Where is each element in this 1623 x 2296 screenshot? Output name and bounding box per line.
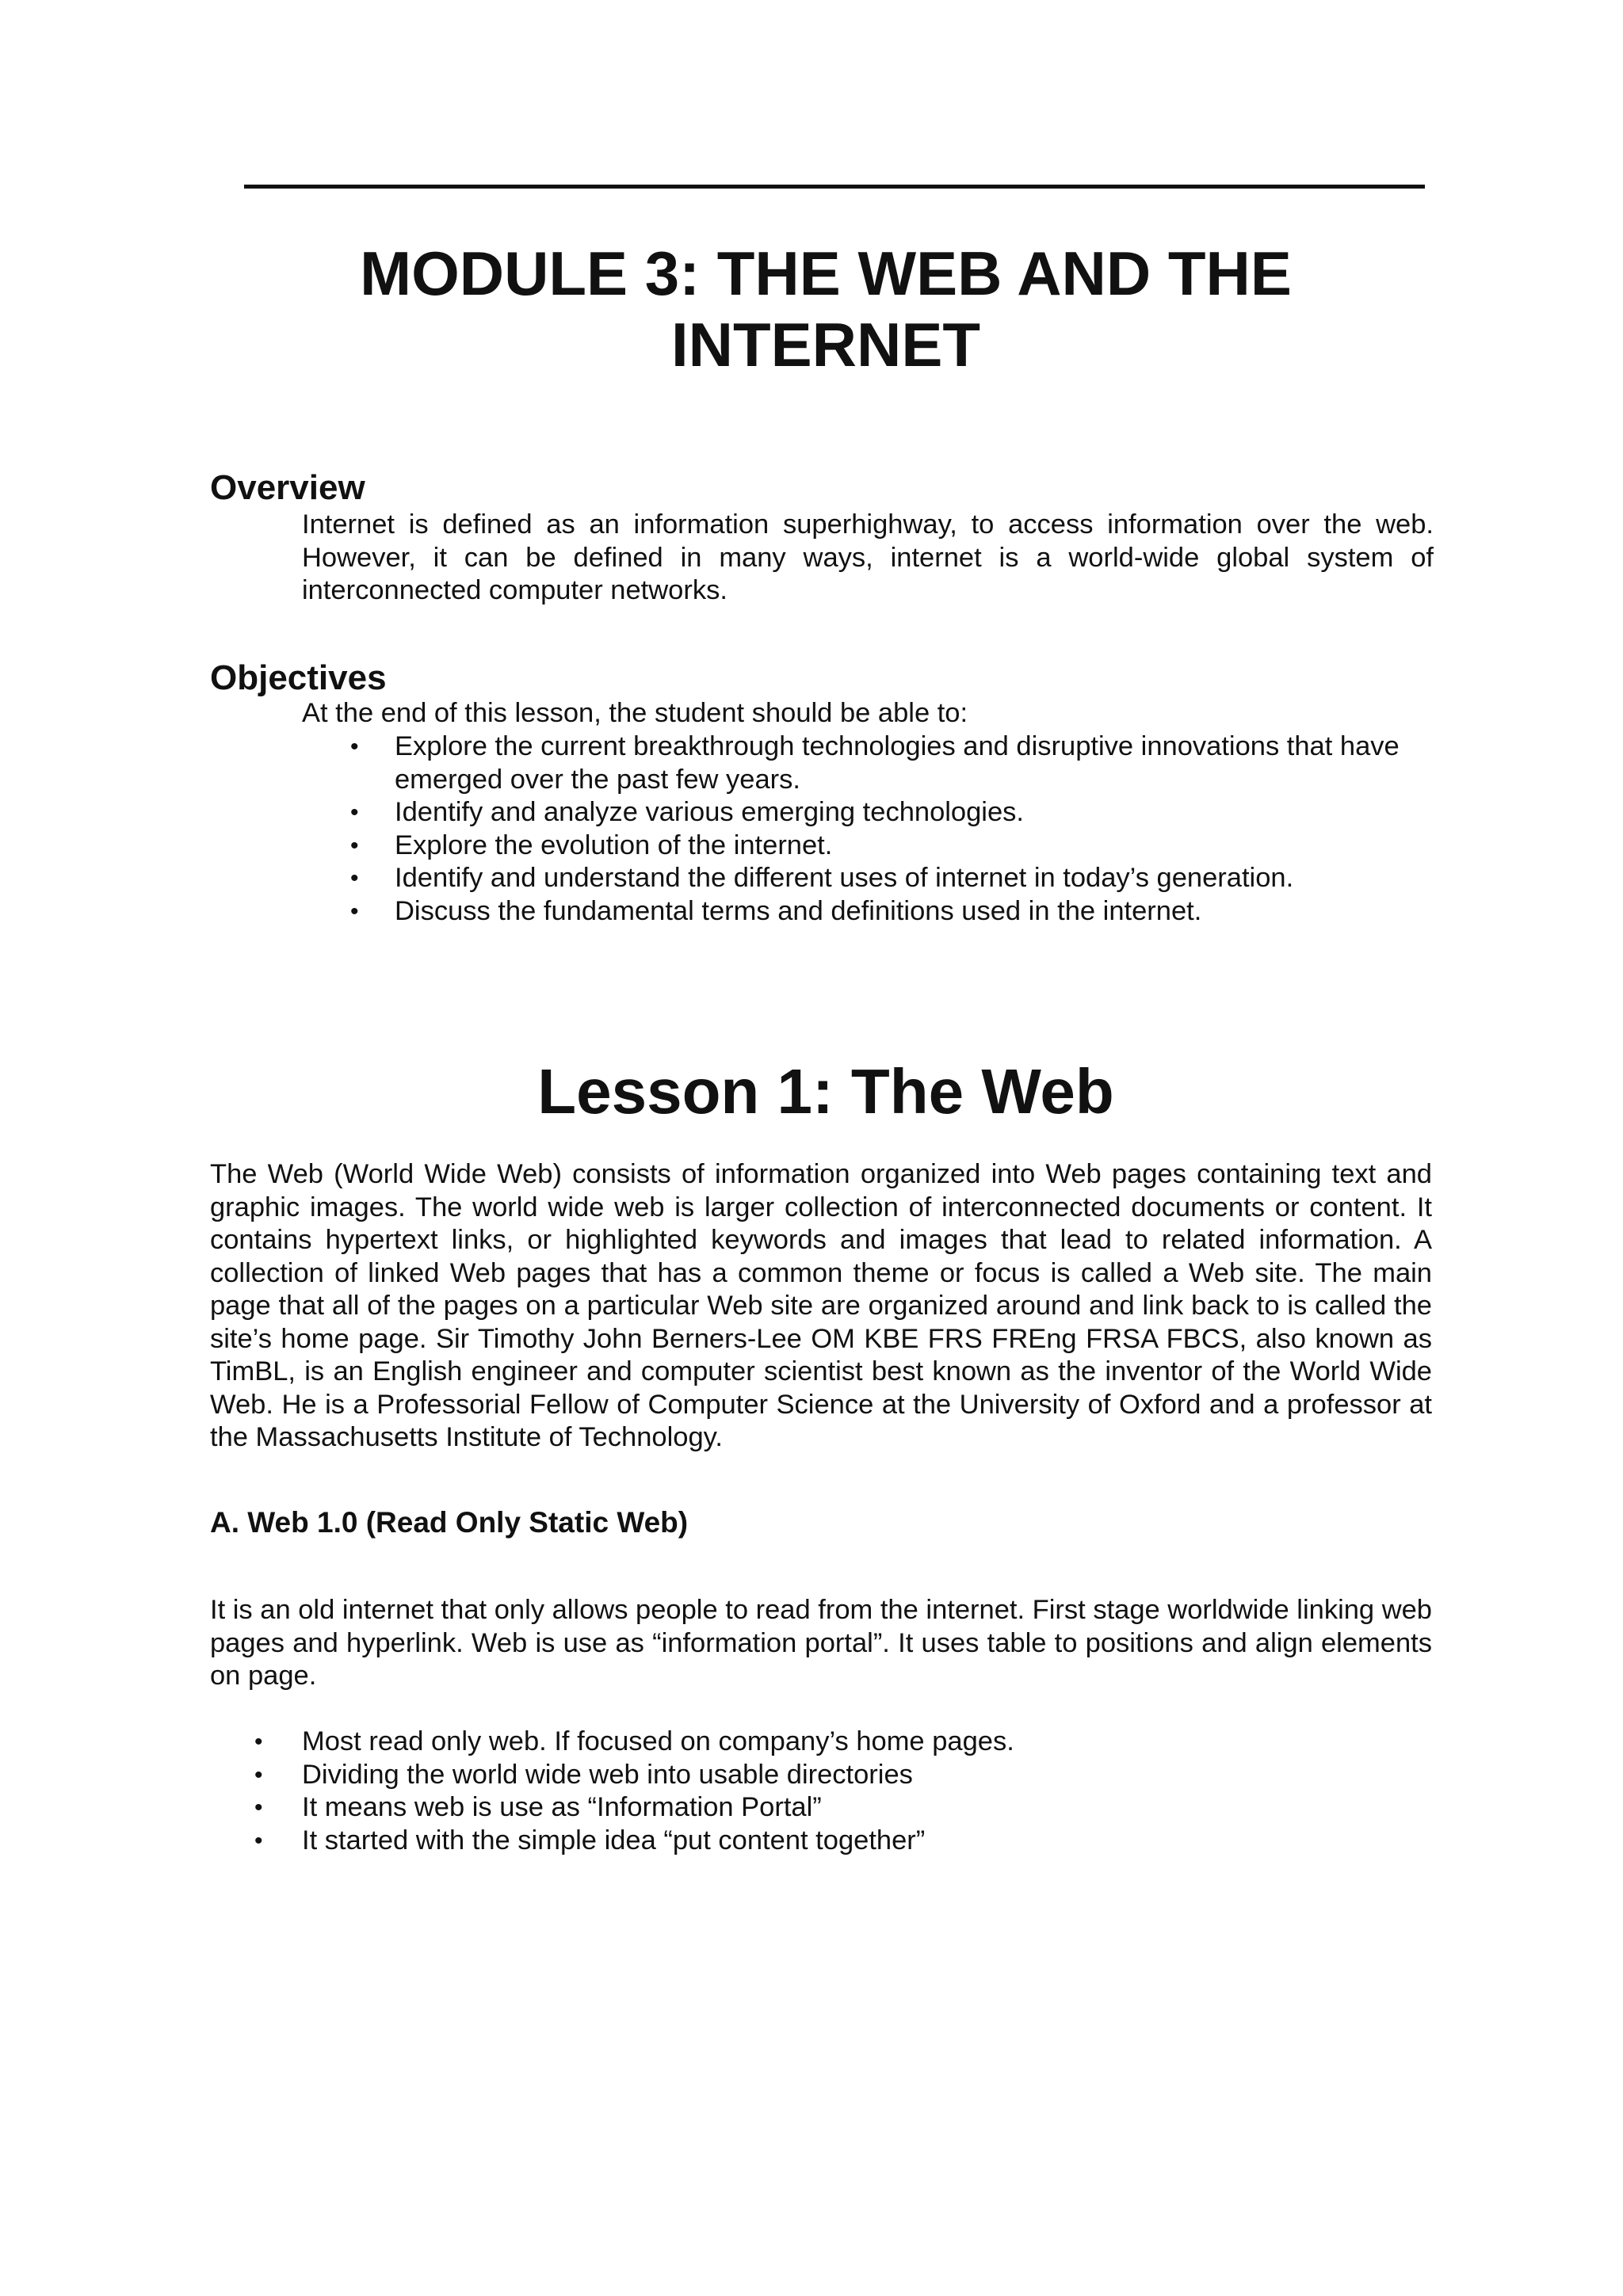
bullet-icon: • (350, 734, 359, 760)
web1-item-text: It started with the simple idea “put content together” (302, 1825, 926, 1855)
web1-heading: A. Web 1.0 (Read Only Static Web) (210, 1506, 689, 1539)
top-horizontal-rule (244, 185, 1425, 189)
objective-item (350, 730, 1441, 796)
web1-paragraph: It is an old internet that only allows people to read from the internet. First stage worldwide linking web pages and hyperlink. Web is use as “information portal”. It uses table to positions and align elements on page. (210, 1595, 1432, 1691)
objective-item (350, 895, 1441, 929)
web1-item (254, 1759, 1411, 1792)
web1-item (254, 1726, 1411, 1759)
overview-heading: Overview (210, 468, 365, 507)
web1-item (254, 1791, 1411, 1825)
lesson-title: Lesson 1: The Web (537, 1056, 1114, 1127)
bullet-icon: • (254, 1761, 263, 1788)
objectives-heading: Objectives (210, 658, 387, 697)
objective-text: Explore the evolution of the internet. (395, 830, 833, 860)
bullet-icon: • (254, 1729, 263, 1755)
module-title: MODULE 3: THE WEB AND THE INTERNET (360, 238, 1292, 379)
objective-text: Identify and understand the different uses of internet in today’s generation. (395, 863, 1294, 893)
bullet-icon: • (254, 1794, 263, 1821)
objective-text: Discuss the fundamental terms and definitions used in the internet. (395, 895, 1202, 926)
bullet-icon: • (350, 898, 359, 925)
objective-text: Explore the current breakthrough technologies and disruptive innovations that have emerged over the past few years. (395, 731, 1400, 795)
objective-text: Identify and analyze various emerging technologies. (395, 797, 1024, 827)
objectives-intro: At the end of this lesson, the student should be able to: (302, 698, 968, 728)
bullet-icon: • (350, 865, 359, 891)
web1-item-text: It means web is use as “Information Portal” (302, 1792, 822, 1822)
objective-item (350, 830, 1441, 863)
web1-list (254, 1726, 1411, 1857)
lesson-paragraph: The Web (World Wide Web) consists of information organized into Web pages containing text and graphic images. The world wide web is larger collection of interconnected documents or content. It contains hypertext links, or highlighted keywords and images that lead to related information. A collection of linked Web pages that has a common theme or focus is called a Web site. The main page that all of the pages on a particular Web site are organized around and link back to is called the site’s home page. Sir Timothy John Berners-Lee OM KBE FRS FREng FRSA FBCS, also known as TimBL, is an English engineer and computer scientist best known as the inventor of the World Wide Web. He is a Professorial Fellow of Computer Science at the University of Oxford and a professor at the Massachusetts Institute of Technology. (210, 1159, 1432, 1452)
web1-item (254, 1825, 1411, 1858)
web1-item-text: Dividing the world wide web into usable directories (302, 1759, 913, 1790)
bullet-icon: • (350, 799, 359, 826)
overview-paragraph: Internet is defined as an information superhighway, to access information over the web. However, it can be defined in many ways, internet is a world-wide global system of interconnected computer networks. (302, 509, 1434, 605)
bullet-icon: • (350, 832, 359, 859)
web1-item-text: Most read only web. If focused on company’s home pages. (302, 1726, 1014, 1756)
objectives-list (350, 730, 1441, 928)
objective-item (350, 796, 1441, 830)
objective-item (350, 862, 1441, 895)
bullet-icon: • (254, 1827, 263, 1854)
